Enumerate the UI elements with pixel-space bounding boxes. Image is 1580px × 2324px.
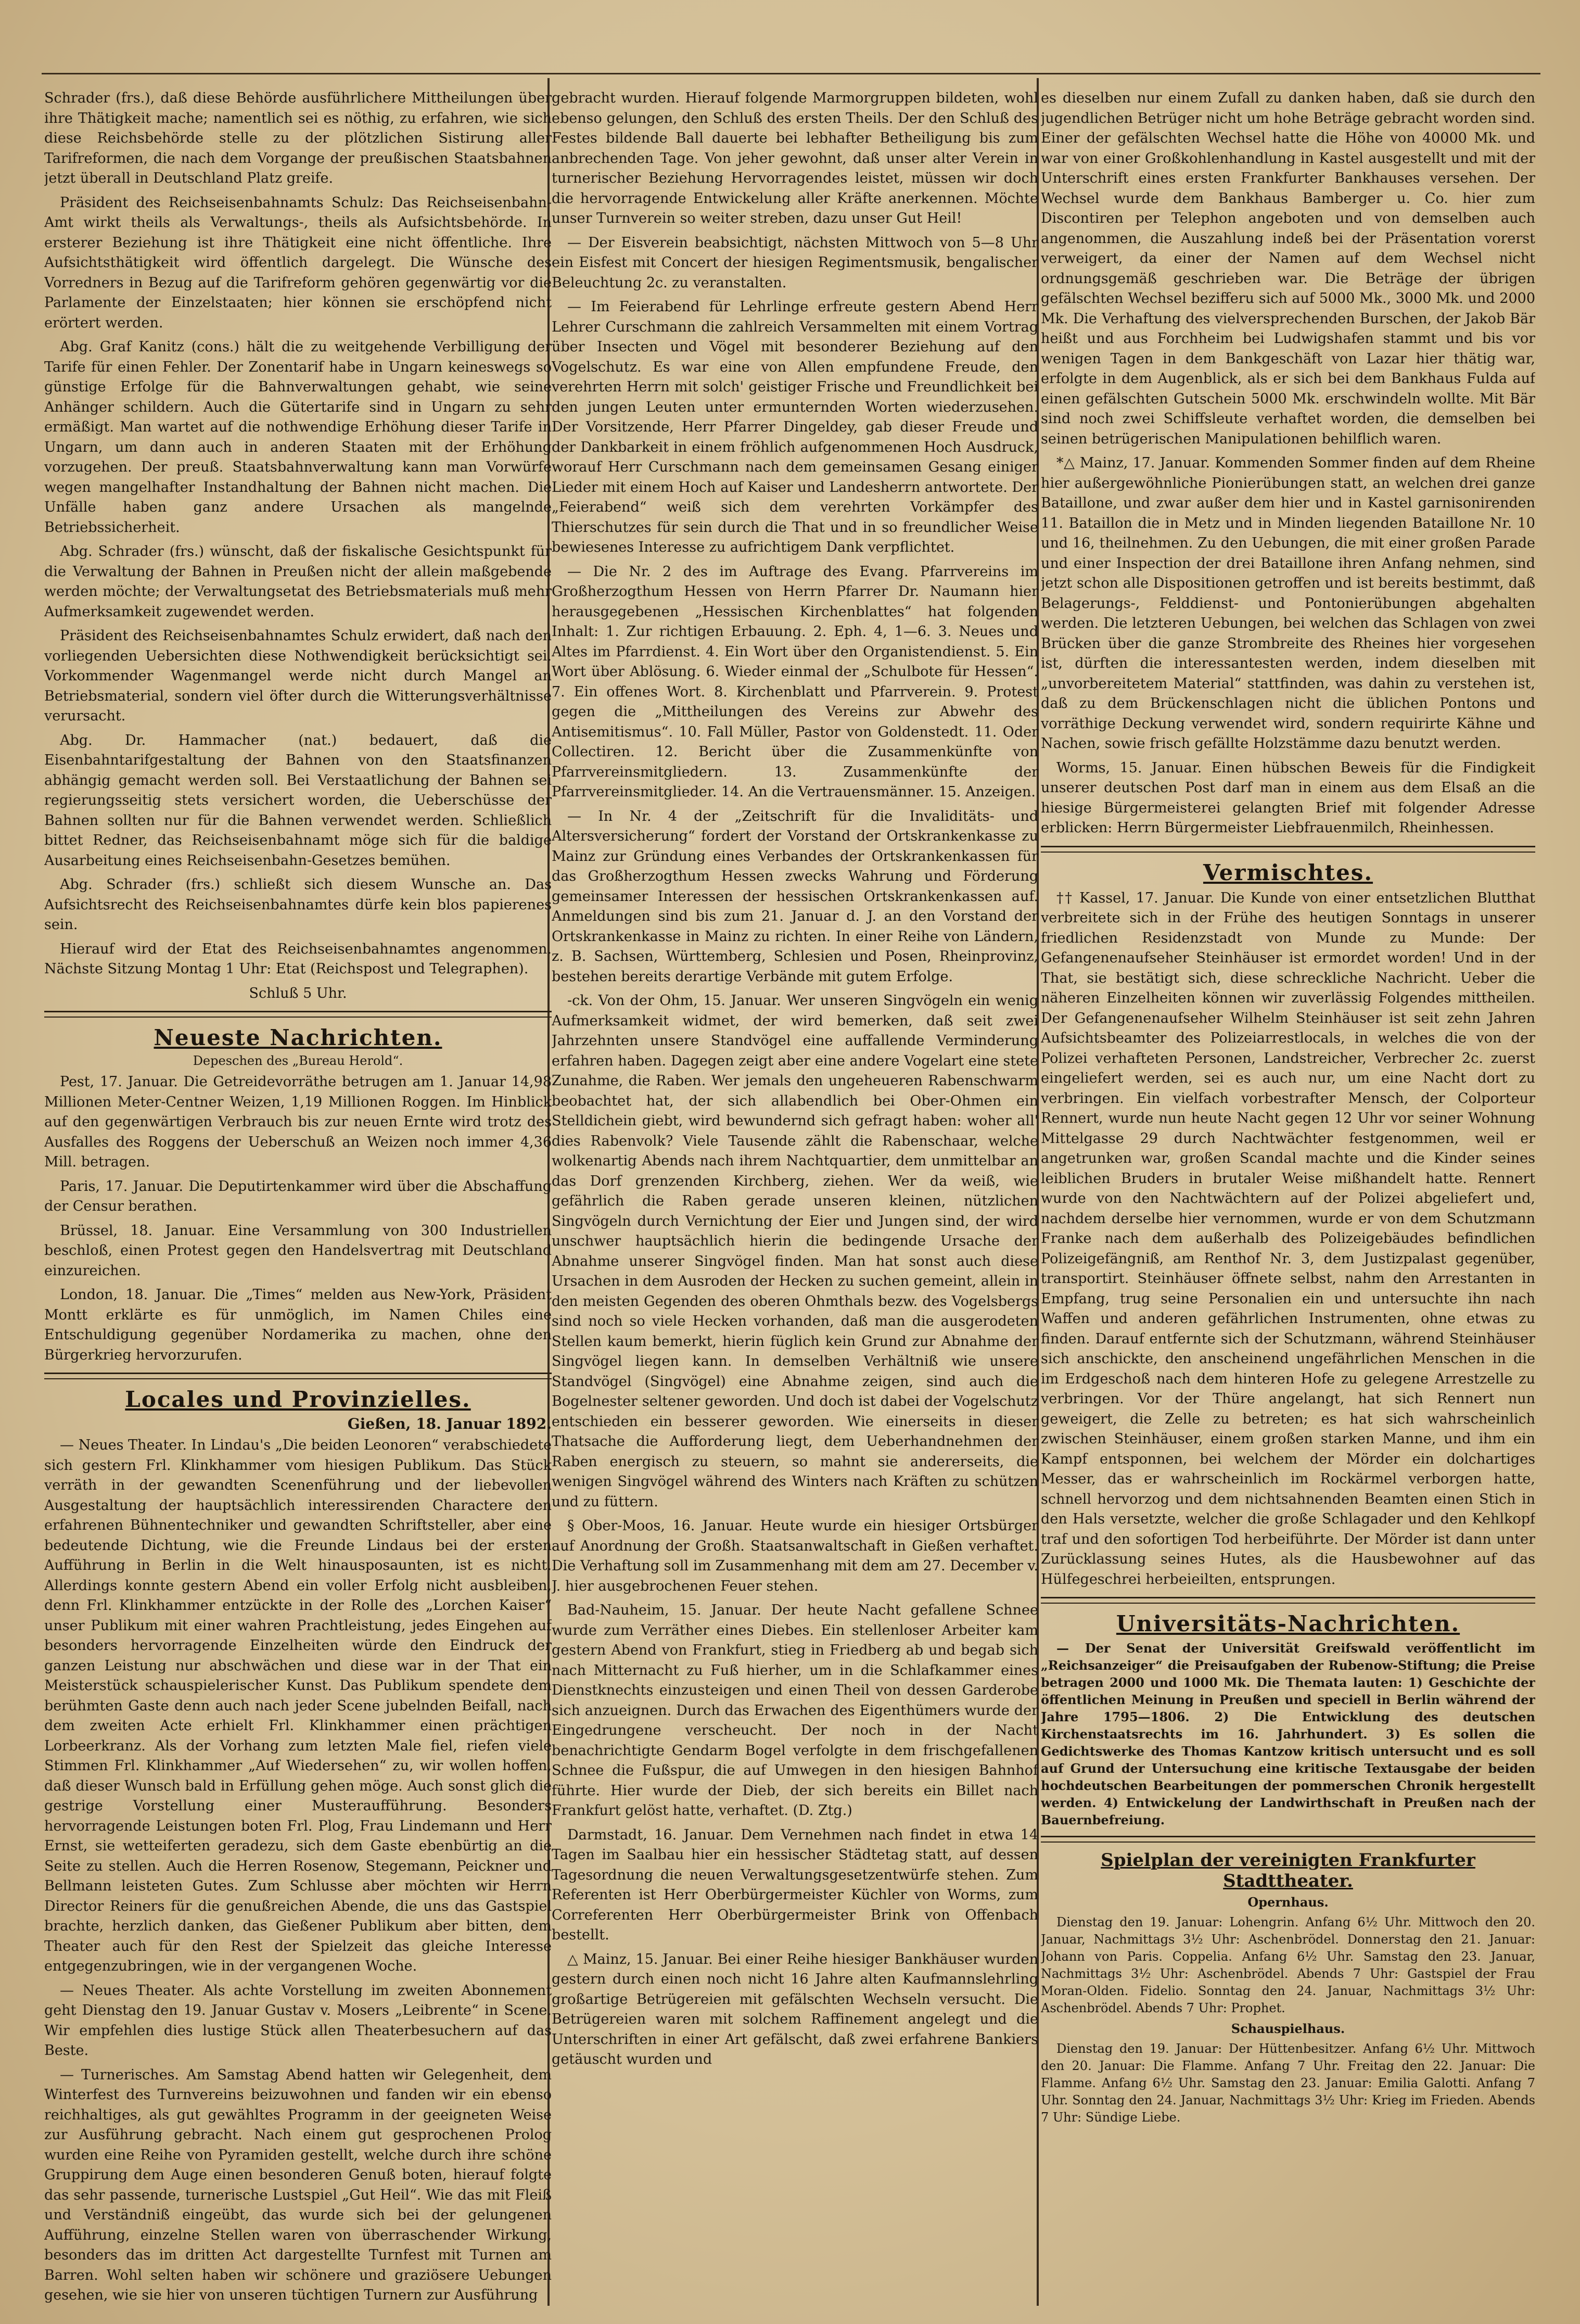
section-title-locales: Locales und Provinzielles. [125,1387,471,1412]
paragraph: Schrader (frs.), daß diese Behörde ausführlichere Mittheilungen über ihre Thätigkeit mache; namentlich sei es nöthig, zu erfahren, wie sich diese Reichsbehörde stelle zu der plötzlichen Sistirung aller Tarifreformen, die nach dem Vorgange der preußischen Staatsbahnen jetzt überall in Deutschland Platz greife. [44,90,552,186]
section-divider [1041,1836,1535,1843]
paragraph: Abg. Schrader (frs.) schließt sich diesem Wunsche an. Das Aufsichtsrecht des Reichseisenbahnamtes dürfe kein blos papierenes sein. [44,877,552,933]
schedule-text: Dienstag den 19. Januar: Der Hüttenbesitzer. Anfang 6½ Uhr. Mittwoch den 20. Januar: Die Flamme. Anfang 7 Uhr. Freitag den 22. Januar: Die Flamme. Anfang 6½ Uhr. Samstag den 23. Januar: Emilia Galotti. Anfang 7 Uhr. Sonntag den 24. Januar, Nachmittags 3½ Uhr: Krieg im Frieden. Abends 7 Uhr: Sündige Liebe. [1041,2041,1535,2125]
news-item: Darmstadt, 16. Januar. Dem Vernehmen nach findet in etwa 14 Tagen im Saalbau hier ein hessischer Städtetag statt, auf dessen Tagesordnung die neuen Verwaltungsgesetzentwürfe stehen. Zum Referenten ist Herr Oberbürgermeister Küchler von Worms, zum Correferenten Herr Oberbürgermeister Brink von Offenbach bestellt. [552,1826,1038,1943]
paragraph: Schluß 5 Uhr. [249,985,347,1001]
news-item: § Ober-Moos, 16. Januar. Heute wurde ein hiesiger Ortsbürger auf Anordnung der Großh. Staatsanwaltschaft in Gießen verhaftet. Die Verhaftung soll im Zusammenhang mit dem am 27. December v. J. hier ausgebrochenen Feuer stehen. [552,1518,1038,1594]
schedule-text: Dienstag den 19. Januar: Lohengrin. Anfang 6½ Uhr. Mittwoch den 20. Januar, Nachmittags 3½ Uhr: Aschenbrödel. Donnerstag den 21. Januar: Johann von Paris. Coppelia. Anfang 6½ Uhr. Samstag den 23. Januar, Nachmittags 3½ Uhr: Aschenbrödel. Abends 7 Uhr: Gastspiel der Frau Moran-Olden. Fidelio. Sonntag den 24. Januar, Nachmittags 3½ Uhr: Aschenbrödel. Abends 7 Uhr: Prophet. [1041,1915,1535,2015]
news-item: — Die Nr. 2 des im Auftrage des Evang. Pfarrvereins im Großherzogthum Hessen von Herrn Pfarrer Dr. Naumann hier herausgegebenen „Hessischen Kirchenblattes“ hat folgenden Inhalt: 1. Zur richtigen Erbauung. 2. Eph. 4, 1—6. 3. Neues und Altes im Pfarrdienst. 4. Ein Wort über den Organistendienst. 5. Ein Wort über Ablösung. 6. Wieder einmal der „Schulbote für Hessen“. 7. Ein offenes Wort. 8. Kirchenblatt und Pfarrverein. 9. Protest gegen die „Mittheilungen des Vereins zur Abwehr des Antisemitismus“. 10. Fall Müller, Pastor von Goldenstedt. 11. Oder Collectiren. 12. Bericht über die Zusammenkünfte von Pfarrvereinsmitgliedern. 13. Zusammenkünfte der Pfarrvereinsmitglieder. 14. An die Vertrauensmänner. 15. Anzeigen. [552,563,1038,800]
section-title-spielplan: Spielplan der vereinigten Frankfurter Stadttheater. [1101,1850,1475,1891]
paragraph: Abg. Dr. Hammacher (nat.) bedauert, daß die Eisenbahntarifgestaltung der Bahnen von den Staatsfinanzen abhängig gemacht werden soll. Bei Verstaatlichung der Bahnen sei regierungsseitig stets versichert worden, die Ueberschüsse der Bahnen sollten nur für die Bahnen verwendet werden. Schließlich bittet Redner, das Reichseisenbahnamt möge sich für die baldige Ausarbeitung eines Reichseisenbahn-Gesetzes bemühen. [44,732,552,869]
column-1 [44,88,552,2306]
news-item: — Neues Theater. Als achte Vorstellung im zweiten Abonnement geht Dienstag den 19. Januar Gustav v. Mosers „Leibrente“ in Scene. Wir empfehlen dies lustige Stück allen Theaterbesuchern auf das Beste. [44,1982,552,2059]
news-item: Pest, 17. Januar. Die Getreidevorräthe betrugen am 1. Januar 14,98 Millionen Meter-Centner Weizen, 1,19 Millionen Roggen. Im Hinblick auf den gegenwärtigen Verbrauch bis zur neuen Ernte wird trotz des Ausfalles des Roggens der Ueberschuß an Weizen noch immer 4,36 Mill. betragen. [44,1074,552,1170]
news-item: London, 18. Januar. Die „Times“ melden aus New-York, Präsident Montt erklärte es für unmöglich, im Namen Chiles eine Entschuldigung gegenüber Nordamerika zu machen, ohne den Bürgerkrieg hervorzurufen. [44,1287,552,1363]
paragraph: Abg. Graf Kanitz (cons.) hält die zu weitgehende Verbilligung der Tarife für einen Fehler. Der Zonentarif habe in Ungarn keineswegs so günstige Erfolge für die Bahnverwaltungen gehabt, wie seine Anhänger schildern. Auch die Gütertarife sind in Ungarn zu sehr ermäßigt. Man wartet auf die nothwendige Erhöhung dieser Tarife in Ungarn, um dann auch in anderen Staaten mit der Erhöhung vorzugehen. Der preuß. Staatsbahnverwaltung kann man Vorwürfe wegen mangelhafter Instandhaltung der Bahnen nicht machen. Die Unfälle haben ganz andere Ursachen als mangelnde Betriebssicherheit. [44,339,552,536]
top-rule [42,73,1540,74]
news-item: †† Kassel, 17. Januar. Die Kunde von einer entsetzlichen Blutthat verbreitete sich in der Frühe des heutigen Sonntags in unserer friedlichen Residenzstadt von Munde zu Munde: Der Gefangenenaufseher Steinhäuser ist ermordet worden! Und in der That, sie bestätigt sich, diese schreckliche Nachricht. Ueber die näheren Einzelheiten können wir zuverlässig Folgendes mittheilen. Der Gefangenenaufseher Wilhelm Steinhäuser ist seit zehn Jahren Aufsichtsbeamter des Polizeiarrestlocals, in welches die von der Polizei verhafteten Personen, Landstreicher, Verbrecher 2c. zuerst eingeliefert werden, sei es auch nur, um eine Nacht dort zu verbringen. Ein vielfach vorbestrafter Mensch, der Colporteur Rennert, wurde nun heute Nacht gegen 12 Uhr vor seiner Wohnung Mittelgasse 29 durch Nachtwächter festgenommen, weil er angetrunken war, großen Scandal machte und die Kinder seines leiblichen Bruders in brutaler Weise mißhandelt hatte. Rennert wurde von den Nachtwächtern auf der Polizei abgeliefert und, nachdem derselbe hier vernommen, wurde er von dem Schutzmann Franke nach dem außerhalb des Polizeigebäudes befindlichen Polizeigefängniß, am Renthof Nr. 3, dem Justizpalast gegenüber, transportirt. Steinhäuser öffnete selbst, nahm den Arrestanten in Empfang, trug seine Personalien ein und untersuchte ihn nach Waffen und anderen gefährlichen Instrumenten, ohne etwas zu finden. Darauf entfernte sich der Schutzmann, während Steinhäuser sich anschickte, den anscheinend ungefährlichen Menschen in die im Erdgeschoß nach dem hinteren Hofe zu gelegene Arrestzelle zu verbringen. Vor der Thüre angelangt, hat sich Rennert nun geweigert, die Zelle zu betreten; es hat sich wahrscheinlich zwischen Steinhäuser, einem großen starken Manne, und ihm ein Kampf entsponnen, bei welchem der Mörder ein dolchartiges Messer, das er wahrscheinlich im Rockärmel verborgen hatte, schnell hervorzog und dem nichtsahnenden Beamten einen Stich in den Hals versetzte, welcher die große Schlagader und den Kehlkopf traf und den sofortigen Tod herbeiführte. Der Mörder ist dann unter Zurücklassung seines Hutes, als die Hausbewohner auf das Hülfegeschrei herbeieilten, entsprungen. [1041,890,1535,1588]
section-subtitle: Depeschen des „Bureau Herold“. [193,1053,403,1068]
news-item: Brüssel, 18. Januar. Eine Versammlung von 300 Industriellen beschloß, einen Protest gegen den Handelsvertrag mit Deutschland einzureichen. [44,1222,552,1279]
column-3 [1041,88,1535,2306]
column-2 [552,88,1038,2306]
paragraph: gebracht wurden. Hierauf folgende Marmorgruppen bildeten, wohl ebenso gelungen, den Schluß des ersten Theils. Der den Schluß des Festes bildende Ball dauerte bei lebhafter Betheiligung bis zum anbrechenden Tage. Von jeher gewohnt, daß unser alter Verein in turnerischer Beziehung Hervorragendes leistet, müssen wir doch die hervorragende Entwickelung aller Kräfte anerkennen. Möchte unser Turnverein so weiter streben, dazu unser Gut Heil! [552,90,1038,226]
paragraph: Präsident des Reichseisenbahnamtes Schulz erwidert, daß nach den vorliegenden Uebersichten diese Nothwendigkeit berücksichtigt sei. Vorkommender Wagenmangel werde nicht durch Mangel an Betriebsmaterial, sondern viel öfter durch die Witterungsverhältnisse verursacht. [44,628,552,724]
news-item: — Turnerisches. Am Samstag Abend hatten wir Gelegenheit, dem Winterfest des Turnvereins beizuwohnen und fanden wir ein ebenso reichhaltiges, als gut gewähltes Programm in der geeigneten Weise zur Ausführung gebracht. Nach einem gut gesprochenen Prolog wurden eine Reihe von Pyramiden gestellt, welche durch ihre schöne Gruppirung dem Auge einen besonderen Genuß boten, hierauf folgte das sehr passende, turnerische Lustspiel „Gut Heil“. Wie das mit Fleiß und Verständniß eingeübt, das wurde sich bei der gelungenen Aufführung, einzelne Stellen waren von überraschender Wirkung, besonders das im dritten Act dargestellte Turnfest mit Turnen am Barren. Wohl selten haben wir schönere und graziösere Uebungen gesehen, wie sie hier von unseren tüchtigen Turnern zur Ausführung [44,2066,552,2303]
section-divider [1041,846,1535,853]
paragraph: Abg. Schrader (frs.) wünscht, daß der fiskalische Gesichtspunkt für die Verwaltung der Bahnen in Preußen nicht der allein maßgebende werden möchte; der Verwaltungsetat des Betriebsmaterials muß mehr Aufmerksamkeit zugewendet werden. [44,543,552,620]
paragraph: Hierauf wird der Etat des Reichseisenbahnamtes angenommen. Nächste Sitzung Montag 1 Uhr: Etat (Reichspost und Telegraphen). [44,941,552,977]
section-divider [1041,1597,1535,1604]
section-title-vermischtes: Vermischtes. [1203,859,1373,885]
section-divider [44,1373,552,1379]
paragraph: Präsident des Reichseisenbahnamts Schulz: Das Reichseisenbahn-Amt wirkt theils als Verwaltungs-, theils als Aufsichtsbehörde. In ersterer Beziehung ist ihre Thätigkeit eine nicht öffentliche. Ihre Aufsichtsthätigkeit wird öffentlich dargelegt. Die Wünsche des Vorredners in Bezug auf die Tarifreform gehören gegenwärtig vor die Parlamente der Einzelstaaten; hier können sie erschöpfend nicht erörtert werden. [44,194,552,331]
news-item: — Der Eisverein beabsichtigt, nächsten Mittwoch von 5—8 Uhr ein Eisfest mit Concert der hiesigen Regimentsmusik, bengalischer Beleuchtung 2c. zu veranstalten. [552,234,1038,291]
dateline: Gießen, 18. Januar 1892. [347,1415,552,1432]
section-divider [44,1011,552,1018]
news-item: — Neues Theater. In Lindau's „Die beiden Leonoren“ verabschiedete sich gestern Frl. Klinkhammer vom hiesigen Publikum. Das Stück verräth in der gewandten Scenenführung und der liebevollen Ausgestaltung der hauptsächlich interessirenden Charactere den erfahrenen Bühnentechniker und gewandten Schriftsteller, aber eine bedeutende Dichtung, wie die Freunde Lindaus bei der ersten Aufführung in Berlin in die Welt hinausposaunten, ist es nicht. Allerdings konnte gestern Abend ein voller Erfolg nicht ausbleiben, denn Frl. Klinkhammer entzückte in der Rolle des „Lorchen Kaiser“ unser Publikum mit einer wahren Prachtleistung, jedes Eingehen auf besonders hervorragende Einzelheiten würde den Eindruck der ganzen Leistung nur abschwächen und diese war in der That ein Meisterstück schauspielerischer Kunst. Das Publikum spendete dem berühmten Gaste denn auch nach jeder Scene jubelnden Beifall, nach dem zweiten Acte erhielt Frl. Klinkhammer einen prächtigen Lorbeerkranz. Als der Vorhang zum letzten Male fiel, riefen viele Stimmen Frl. Klinkhammer „Auf Wiedersehen“ zu, wir wollen hoffen, daß dieser Wunsch bald in Erfüllung gehen möge. Auch sonst glich die gestrige Vorstellung einer Musteraufführung. Besonders hervorragende Leistungen boten Frl. Plog, Frau Lindemann und Herr Ernst, sie wetteiferten geradezu, sich dem Gaste ebenbürtig an die Seite zu stellen. Auch die Herren Rosenow, Stegemann, Peickner und Bellmann leisteten Gutes. Zum Schlusse aber möchten wir Herrn Director Reiners für die genußreichen Abende, die uns das Gastspiel brachte, herzlich danken, das Gießener Publikum aber bitten, dem Theater auch für den Rest der Spielzeit das gleiche Interesse entgegenzubringen, wie in der vergangenen Woche. [44,1437,552,1974]
news-item: Worms, 15. Januar. Einen hübschen Beweis für die Findigkeit unserer deutschen Post darf man in einem aus dem Elsaß an die hiesige Bürgermeisterei gelangten Brief mit folgender Adresse erblicken: Herrn Bürgermeister Liebfrauenmilch, Rheinhessen. [1041,759,1535,836]
subsection-title-schauspielhaus: Schauspielhaus. [1231,2021,1345,2036]
section-title-neueste: Neueste Nachrichten. [154,1025,442,1050]
news-item: — Im Feierabend für Lehrlinge erfreute gestern Abend Herr Lehrer Curschmann die zahlreich Versammelten mit einem Vortrag über Insecten und Vögel mit besonderer Beziehung auf den Vogelschutz. Es war eine von Allen empfundene Freude, den verehrten Herrn mit solch' geistiger Frische und Freundlichkeit bei den jungen Leuten unter ermunternden Worten wiederzusehen. Der Vorsitzende, Herr Pfarrer Dingeldey, gab dieser Freude und der Dankbarkeit in einem fröhlich aufgenommenen Hoch Ausdruck, worauf Herr Curschmann nach dem gemeinsamen Gesang einiger Lieder mit einem Hoch auf Kaiser und Landesherrn antwortete. Der „Feierabend“ weiß sich dem verehrten Vorkämpfer des Thierschutzes für sein durch die That und in so freundlicher Weise bewiesenes Interesse zu aufrichtigem Dank verpflichtet. [552,299,1038,555]
news-item: Paris, 17. Januar. Die Deputirtenkammer wird über die Abschaffung der Censur berathen. [44,1178,552,1214]
news-item: — Der Senat der Universität Greifswald veröffentlicht im „Reichsanzeiger“ die Preisaufgaben der Rubenow-Stiftung; die Preise betragen 2000 und 1000 Mk. Die Themata lauten: 1) Geschichte der öffentlichen Meinung in Preußen und speciell in Berlin während der Jahre 1795—1806. 2) Die Entwicklung des deutschen Kirchenstaatsrechts im 16. Jahrhundert. 3) Es sollen die Gedichtswerke des Thomas Kantzow kritisch untersucht und es soll auf Grund der Untersuchung eine kritische Textausgabe der beiden hochdeutschen Bearbeitungen der pommerschen Chronik hergestellt werden. 4) Entwickelung der Landwirthschaft in Preußen nach der Bauernbefreiung. [1041,1641,1535,1827]
news-item: *△ Mainz, 17. Januar. Kommenden Sommer finden auf dem Rheine hier außergewöhnliche Pionierübungen statt, an welchen drei ganze Bataillone, und zwar außer dem hier und in Kastel garnisonirenden 11. Bataillon die in Metz und in Minden liegenden Bataillone Nr. 10 und 16, theilnehmen. Zu den Uebungen, die mit einer großen Parade und einer Inspection der drei Bataillone ihren Anfang nehmen, sind jetzt schon alle Dispositionen getroffen und ist bereits bestimmt, daß Belagerungs-, Felddienst- und Pontonierübungen abgehalten werden. Die letzteren Uebungen, bei welchen das Schlagen von zwei Brücken über die ganze Strombreite des Rheines hier vorgesehen ist, dürften die interessantesten werden, indem dieselben mit „unvorbereitetem Material“ stattfinden, was dahin zu verstehen ist, daß zu dem Brückenschlagen nicht die üblichen Pontons und vorräthige Deckung verwendet wird, sondern requirirte Kähne und Nachen, sowie frisch gefällte Holzstämme dazu benutzt werden. [1041,455,1535,752]
subsection-title-opernhaus: Opernhaus. [1247,1895,1329,1910]
news-item: △ Mainz, 15. Januar. Bei einer Reihe hiesiger Bankhäuser wurden gestern durch einen noch nicht 16 Jahre alten Kaufmannslehrling großartige Betrügereien mit gefälschten Wechseln versucht. Die Betrügereien waren mit solchem Raffinement angelegt und die Unterschriften in einer Art gefälscht, daß zwei erfahrene Bankiers getäuscht wurden und [552,1951,1038,2067]
news-item: — In Nr. 4 der „Zeitschrift für die Invaliditäts- und Altersversicherung“ fordert der Vorstand der Ortskrankenkasse zu Mainz zur Gründung eines Verbandes der Ortskrankenkassen für das Großherzogthum Hessen zwecks Wahrung und Förderung gemeinsamer Interessen der hessischen Ortskrankenkassen auf. Anmeldungen sind bis zum 21. Januar d. J. an den Vorstand der Ortskrankenkasse in Mainz zu richten. In einer Reihe von Ländern, z. B. Sachsen, Württemberg, Schlesien und Posen, Rheinprovinz, bestehen bereits derartige Verbände mit gutem Erfolge. [552,808,1038,985]
news-item: -ck. Von der Ohm, 15. Januar. Wer unseren Singvögeln ein wenig Aufmerksamkeit widmet, der wird bemerken, daß seit zwei Jahrzehnten unsere Standvögel eine auffallende Verminderung erfahren haben. Dagegen zeigt aber eine andere Vogelart eine stete Zunahme, die Raben. Wer jemals den ungeheueren Rabenschwarm beobachtet hat, der sich allabendlich bei Ober-Ohmen ein Stelldichein giebt, wird bewundernd sich gefragt haben: woher all' dies Rabenvolk? Viele Tausende zählt die Rabenschaar, welche wolkenartig Abends nach ihrem Nachtquartier, dem unmittelbar an das Dorf grenzenden Kirchberg, ziehen. Wer da weiß, wie gefährlich die Raben gerade unseren kleinen, nützlichen Singvögeln durch Vernichtung der Eier und Jungen sind, der wird unschwer hauptsächlich hierin die bedingende Ursache der Abnahme unserer Singvögel finden. Man hat sonst auch diese Ursachen in dem Ausroden der Hecken zu suchen gemeint, allein in den meisten Gegenden des oberen Ohmthals bezw. des Vogelsbergs sind noch so viele Hecken vorhanden, daß man die ausgerodeten Stellen kaum bemerkt, hierin füglich kein Grund zur Abnahme der Singvögel liegen kann. In demselben Verhältniß wie unsere Standvögel (Singvögel) eine Abnahme zeigen, sind auch die Bogelnester seltener geworden. Und doch ist dabei der Vogelschutz entschieden ein besserer geworden. Wie einerseits in dieser Thatsache die Aufforderung liegt, dem Ueberhandnehmen der Raben energisch zu steuern, so mahnt sie andererseits, die wenigen Singvögel während des Winters nach Kräften zu schützen und zu füttern. [552,993,1038,1510]
section-title-universitaet: Universitäts-Nachrichten. [1116,1611,1460,1636]
paragraph: es dieselben nur einem Zufall zu danken haben, daß sie durch den jugendlichen Betrüger nicht um hohe Beträge gebracht worden sind. Einer der gefälschten Wechsel hatte die Höhe von 40000 Mk. und war von einer Großkohlenhandlung in Kastel ausgestellt und mit der Unterschrift eines ersten Frankfurter Bankhauses versehen. Der Wechsel wurde dem Bankhaus Bamberger u. Co. hier zum Discontiren per Telephon angeboten und von demselben auch angenommen, die Auszahlung indeß bei der Präsentation vorerst verweigert, da einer der Namen auf dem Wechsel nicht ordnungsgemäß geschrieben war. Die Beträge der übrigen gefälschten Wechsel bezifferu sich auf 5000 Mk., 3000 Mk. und 2000 Mk. Die Verhaftung des vielversprechenden Burschen, der Jakob Bär heißt und aus Forchheim bei Ludwigshafen stammt und bis vor wenigen Tagen in dem Bankgeschäft von Lazar hier thätig war, erfolgte in dem Augenblick, als er sich bei dem Bankhaus Fulda auf einen gefälschten Gutschein 5000 Mk. erschwindeln wollte. Mit Bär sind noch zwei Schiffsleute verhaftet worden, die demselben bei seinen betrügerischen Manipulationen behilflich waren. [1041,90,1535,447]
news-item: Bad-Nauheim, 15. Januar. Der heute Nacht gefallene Schnee wurde zum Verräther eines Diebes. Ein stellenloser Arbeiter kam gestern Abend von Frankfurt, stieg in Friedberg ab und begab sich nach Mitternacht zu Fuß hierher, um in die Schlafkammer eines Dienstknechts einzusteigen und einen Theil von dessen Garderobe sich anzueignen. Durch das Erwachen des Eigenthümers wurde der Eingedrungene verscheucht. Der noch in der Nacht benachrichtigte Gendarm Bogel verfolgte in dem frischgefallenen Schnee die Fußspur, die auf Umwegen in den hiesigen Bahnhof führte. Hier wurde der Dieb, der sich bereits ein Billet nach Frankfurt gelöst hatte, verhaftet. (D. Ztg.) [552,1602,1038,1819]
